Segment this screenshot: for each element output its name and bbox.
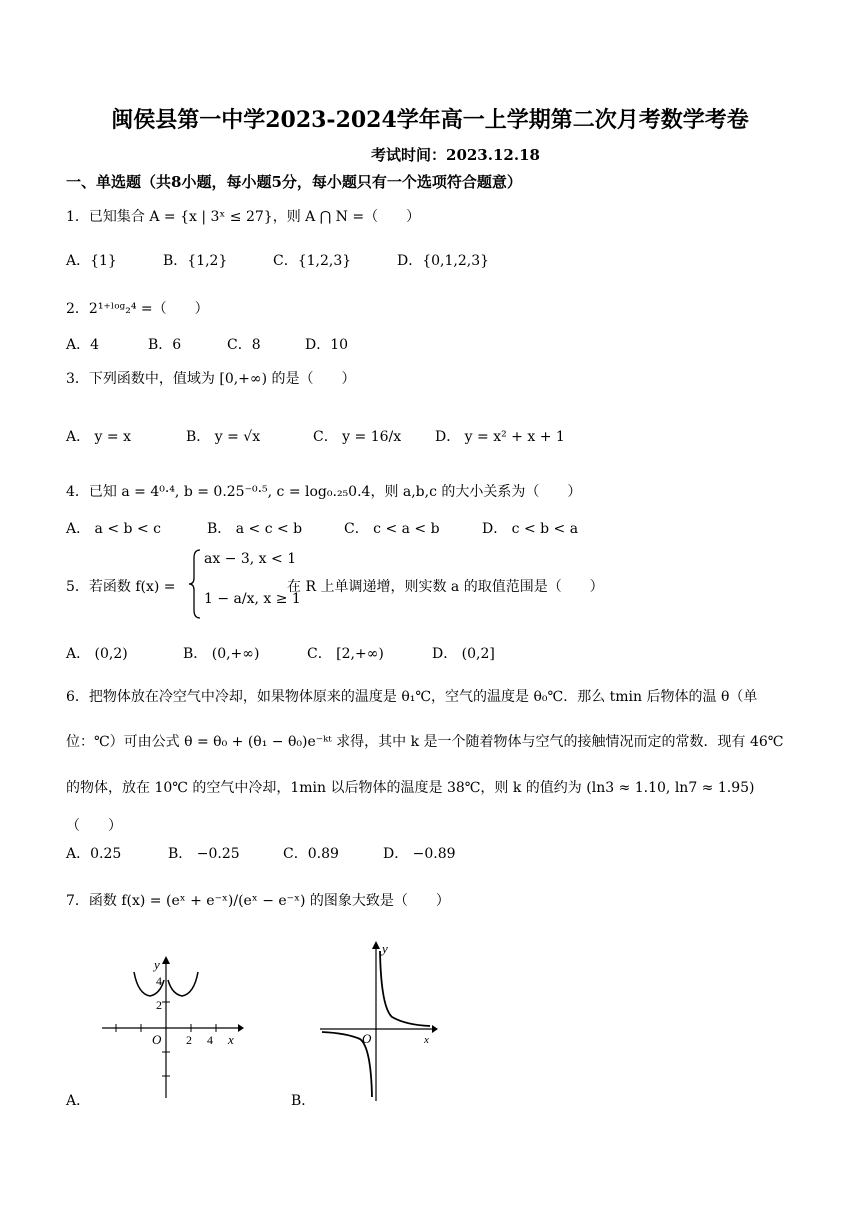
question-6-line-4: （ ） [66, 818, 122, 834]
question-1-stem: 1．已知集合 A = {x | 3ˣ ≤ 27}，则 A ⋂ N =（ ） [66, 209, 421, 225]
graph-option-b [318, 937, 446, 1102]
question-4-option-d: D． c < b < a [482, 521, 579, 537]
question-5-piece-2: 1 − a/x, x ≥ 1 [204, 591, 301, 607]
question-7-stem: 7．函数 f(x) = (eˣ + e⁻ˣ)/(eˣ − e⁻ˣ) 的图象大致是（ ） [66, 893, 450, 909]
question-1-option-a: A．{1} [66, 253, 117, 269]
piecewise-brace [188, 548, 202, 620]
question-5-option-c: C． [2,+∞) [307, 646, 384, 662]
graph-b-x-label: x [424, 1034, 429, 1046]
graph-a-tick-2x: 2 [186, 1033, 192, 1047]
graph-a-tick-2y: 2 [156, 998, 162, 1012]
question-6-option-d: D． −0.89 [383, 846, 456, 862]
graph-a-tick-4x: 4 [207, 1033, 213, 1047]
graph-a-x-label: x [228, 1032, 234, 1047]
question-5-prefix: 5．若函数 f(x) = [66, 579, 176, 595]
section-heading: 一、单选题（共8小题，每小题5分，每小题只有一个选项符合题意） [66, 173, 522, 191]
question-4-stem: 4．已知 a = 4⁰·⁴, b = 0.25⁻⁰·⁵, c = log₀.₂₅0.4，则 a,b,c 的大小关系为（ ） [66, 484, 582, 500]
question-2-option-d: D．10 [305, 337, 349, 353]
question-6-line-2: 位：℃）可由公式 θ = θ₀ + (θ₁ − θ₀)e⁻ᵏᵗ 求得，其中 k 是一个随着物体与空气的接触情况而定的常数．现有 46℃ [66, 734, 784, 750]
question-2-option-b: B．6 [148, 337, 182, 353]
graph-a-option-label: A． [66, 1093, 91, 1109]
question-2-stem: 2．2¹⁺ˡᵒᵍ₂⁴ =（ ） [66, 301, 209, 317]
question-5-option-d: D． (0,2] [432, 646, 495, 662]
question-5-piece-1: ax − 3, x < 1 [204, 551, 297, 567]
question-1-option-d: D．{0,1,2,3} [397, 253, 490, 269]
graph-option-a [98, 952, 248, 1102]
question-2-option-c: C．8 [227, 337, 261, 353]
question-5-option-b: B． (0,+∞) [183, 646, 260, 662]
question-6-option-b: B． −0.25 [168, 846, 240, 862]
question-3-option-a: A． y = x [66, 429, 131, 445]
question-3-option-b: B． y = √x [186, 429, 261, 445]
graph-a-origin: O [152, 1032, 162, 1047]
question-1-option-c: C．{1,2,3} [273, 253, 352, 269]
question-4-option-b: B． a < c < b [207, 521, 303, 537]
question-3-option-c: C． y = 16/x [313, 429, 402, 445]
question-4-option-c: C． c < a < b [344, 521, 440, 537]
graph-a-y-label: y [154, 957, 160, 972]
graph-a-tick-4y: 4 [156, 974, 162, 988]
question-3-option-d: D． y = x² + x + 1 [435, 429, 565, 445]
exam-time: 考试时间：2023.12.18 [371, 146, 540, 164]
question-5-suffix: 在 R 上单调递增，则实数 a 的取值范围是（ ） [287, 579, 604, 595]
exam-title: 闽侯县第一中学2023-2024学年高一上学期第二次月考数学考卷 [111, 107, 749, 133]
question-6-option-c: C．0.89 [283, 846, 339, 862]
question-2-option-a: A．4 [66, 337, 100, 353]
question-3-stem: 3．下列函数中，值域为 [0,+∞) 的是（ ） [66, 371, 356, 387]
graph-b-y-label: y [382, 941, 388, 956]
question-6-line-3: 的物体，放在 10℃ 的空气中冷却，1min 以后物体的温度是 38℃，则 k 的值约为 (ln3 ≈ 1.10, ln7 ≈ 1.95) [66, 780, 755, 796]
question-6-option-a: A．0.25 [66, 846, 122, 862]
question-1-option-b: B．{1,2} [163, 253, 228, 269]
question-6-line-1: 6．把物体放在冷空气中冷却，如果物体原来的温度是 θ₁℃，空气的温度是 θ₀℃．那么 tmin 后物体的温 θ（单 [66, 689, 758, 705]
graph-b-option-label: B． [291, 1093, 316, 1109]
question-4-option-a: A． a < b < c [66, 521, 161, 537]
question-5-option-a: A． (0,2) [66, 646, 128, 662]
graph-b-origin: O [362, 1031, 372, 1046]
